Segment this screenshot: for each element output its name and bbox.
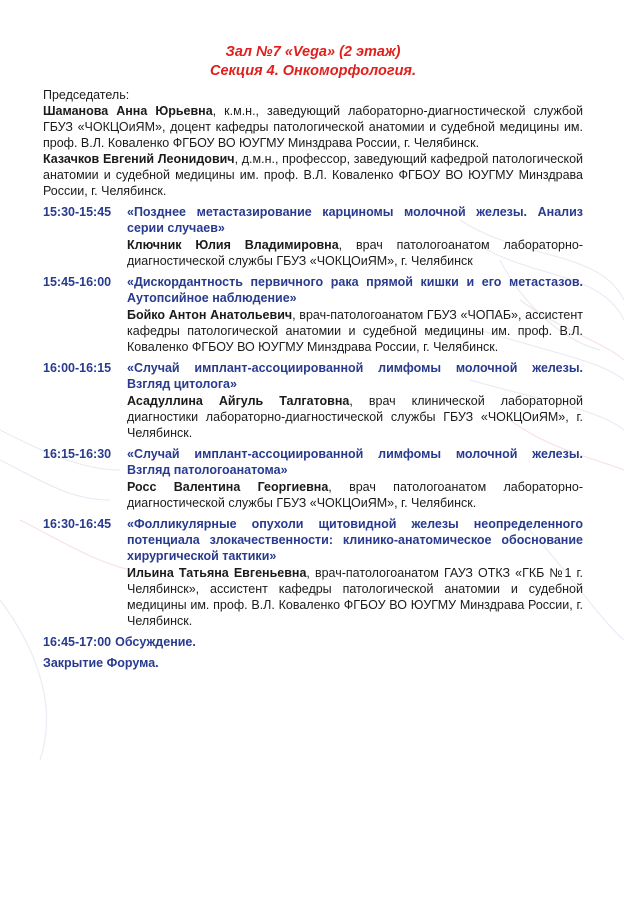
speaker-details: , врач клинической лабораторной диагностики лабораторно-диагностической службы ГБУЗ «ЧОКЦОиЯМ», г. Челябинск.	[127, 394, 584, 440]
program-time: 15:30-15:45	[43, 205, 112, 219]
speaker-info	[127, 307, 583, 355]
program-item	[43, 360, 583, 441]
program-page	[43, 0, 583, 671]
program-time: 16:00-16:15	[43, 361, 112, 375]
program-item	[43, 516, 583, 629]
speaker-details: , врач патологоанатом лабораторно-диагностической службы ГБУЗ «ЧОКЦОиЯМ», г. Челябинск	[127, 238, 583, 268]
speaker-name: Ключник Юлия Владимировна	[127, 238, 339, 252]
speaker-info	[127, 393, 583, 441]
chair-details: , к.м.н., заведующий лабораторно-диагностической службой ГБУЗ «ЧОКЦОиЯМ», доцент кафедры патологической анатомии и судебной медицины им. проф. В.Л. Коваленко ФГБОУ ВО ЮУГМУ Минздрава России, г. Челябинск.	[43, 104, 583, 150]
hall-title: Зал №7 «Vega» (2 этаж)	[225, 44, 401, 60]
speaker-details: , врач патологоанатом лабораторно-диагностической службы ГБУЗ «ЧОКЦОиЯМ», г. Челябинск.	[127, 480, 583, 510]
chair-entry	[43, 151, 583, 199]
program-time: 16:15-16:30	[43, 447, 112, 461]
discussion-item	[43, 634, 583, 650]
program-item	[43, 274, 583, 355]
talk-title: «Случай имплант-ассоциированной лимфомы молочной железы. Взгляд патологоанатома»	[127, 447, 583, 477]
program-item	[43, 204, 583, 269]
speaker-details: , врач-патологоанатом ГАУЗ ОТКЗ «ГКБ №1 г. Челябинск», ассистент кафедры патологической анатомии и судебной медицины им. проф. В.Л. Коваленко ФГБОУ ВО ЮУГМУ Минздрава России, г. Челябинск.	[127, 566, 584, 628]
talk-title: «Дискордантность первичного рака прямой кишки и его метастазов. Аутопсийное наблюдение»	[127, 275, 583, 305]
speaker-name: Росс Валентина Георгиевна	[127, 480, 329, 494]
chair-entry	[43, 103, 583, 151]
chair-name: Шаманова Анна Юрьевна	[43, 104, 213, 118]
speaker-details: , врач-патологоанатом ГБУЗ «ЧОПАБ», ассистент кафедры патологической анатомии и судебной медицины им. проф. В.Л. Коваленко ФГБОУ ВО ЮУГМУ Минздрава России, г. Челябинск.	[127, 308, 583, 354]
chair-details: , д.м.н., профессор, заведующий кафедрой патологической анатомии и судебной медицины им. проф. В.Л. Коваленко ФГБОУ ВО ЮУГМУ Минздрава России, г. Челябинск.	[43, 152, 583, 198]
talk-title: «Позднее метастазирование карциномы молочной железы. Анализ серии случаев»	[127, 205, 583, 235]
talk-title: «Фолликулярные опухоли щитовидной железы неопределенного потенциала злокачественности: клинико-анатомическое обоснование хирургической тактики»	[127, 517, 583, 563]
discussion-label: Обсуждение.	[115, 635, 196, 649]
program-time: 16:45-17:00	[43, 635, 112, 649]
speaker-name: Асадуллина Айгуль Талгатовна	[127, 394, 350, 408]
program-item	[43, 446, 583, 511]
talk-title: «Случай имплант-ассоциированной лимфомы молочной железы. Взгляд цитолога»	[127, 361, 583, 391]
program-time: 16:30-16:45	[43, 517, 112, 531]
section-title: Секция 4. Онкоморфология.	[209, 63, 417, 79]
chair-name: Казачков Евгений Леонидович	[43, 152, 235, 166]
speaker-name: Бойко Антон Анатольевич	[127, 308, 293, 322]
program-time: 15:45-16:00	[43, 275, 112, 289]
speaker-info	[127, 237, 583, 269]
chairs-label: Председатель:	[43, 88, 130, 102]
closing-note: Закрытие Форума.	[43, 656, 159, 670]
speaker-name: Ильина Татьяна Евгеньевна	[127, 566, 307, 580]
speaker-info	[127, 565, 583, 629]
speaker-info	[127, 479, 583, 511]
